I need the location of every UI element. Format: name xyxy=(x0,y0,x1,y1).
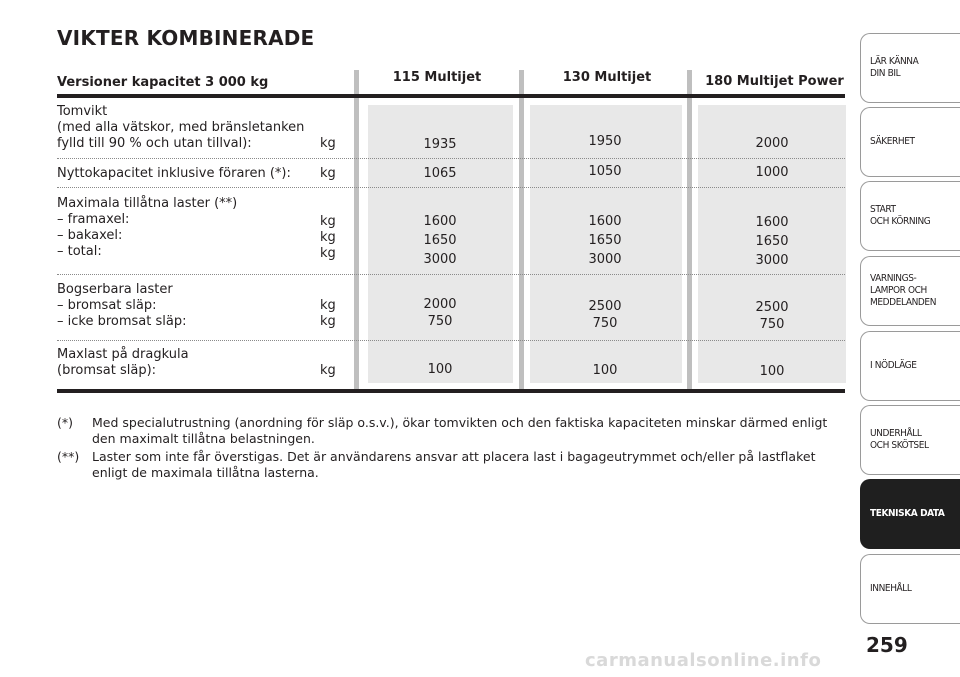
unit-label: kg xyxy=(320,136,336,151)
row-label-nyttokapacitet: Nyttokapacitet inklusive föraren (*): xyxy=(57,166,291,181)
column-header-180: 180 Multijet Power xyxy=(705,74,844,89)
table-cell: 1065 xyxy=(423,166,457,181)
sidebar-tab-tekniska-data[interactable]: TEKNISKA DATA xyxy=(860,479,960,549)
table-cell: 1600 1650 3000 xyxy=(755,215,789,268)
row-divider xyxy=(57,340,845,341)
row-divider xyxy=(57,187,845,188)
page-number: 259 xyxy=(866,633,908,657)
row-label-bogserbara-laster: Bogserbara laster – bromsat släp: – icke bromsat släp: xyxy=(57,282,187,329)
sidebar-tab-lar-kanna-din-bil[interactable]: LÄR KÄNNA DIN BIL xyxy=(860,33,960,103)
table-cell: 1600 1650 3000 xyxy=(423,214,457,267)
table-cell: 1935 xyxy=(423,137,457,152)
table-top-rule xyxy=(57,94,845,98)
row-divider xyxy=(57,274,845,275)
table-row-header: Versioner kapacitet 3 000 kg xyxy=(57,75,269,90)
unit-label: kg kg kg xyxy=(320,214,336,261)
footnote-mark: (*) xyxy=(57,415,74,430)
footnote-mark: (**) xyxy=(57,449,80,464)
row-label-maximala-laster: Maximala tillåtna laster (**) – framaxel: – bakaxel: – total: xyxy=(57,196,238,259)
sidebar-tab-underhall-och-skotsel[interactable]: UNDERHÅLL OCH SKÖTSEL xyxy=(860,405,960,475)
unit-label: kg kg xyxy=(320,298,336,329)
column-divider xyxy=(519,70,524,390)
table-cell: 2000 xyxy=(755,136,789,151)
footnote-text: Med specialutrustning (anordning för släp o.s.v.), ökar tomvikten och den faktiska kapaciteten minskar därmed enligt den maximalt tillåtna belastningen. xyxy=(92,415,828,446)
table-bottom-rule xyxy=(57,389,845,393)
table-cell: 100 xyxy=(759,364,785,379)
column-header-130: 130 Multijet xyxy=(562,70,652,85)
table-cell: 2500 750 xyxy=(755,300,789,332)
unit-label: kg xyxy=(320,166,336,181)
footnote xyxy=(57,449,847,481)
page-title: VIKTER KOMBINERADE xyxy=(57,26,315,50)
watermark: carmanualsonline.info xyxy=(585,650,822,671)
column-header-115: 115 Multijet xyxy=(392,70,482,85)
footnote-text: Laster som inte får överstigas. Det är användarens ansvar att placera last i bagageutrymmet och/eller på lastflaket enligt de maximala tillåtna lasterna. xyxy=(92,449,816,480)
table-cell: 2000 750 xyxy=(423,297,457,329)
column-divider xyxy=(354,70,359,390)
sidebar-tab-varningslampor[interactable]: VARNINGS- LAMPOR OCH MEDDELANDEN xyxy=(860,256,960,326)
sidebar-tab-start-och-korning[interactable]: START OCH KÖRNING xyxy=(860,181,960,251)
table-cell: 100 xyxy=(592,363,618,378)
table-cell: 1050 xyxy=(588,164,622,179)
sidebar-tab-sakerhet[interactable]: SÄKERHET xyxy=(860,107,960,177)
table-cell: 2500 750 xyxy=(588,299,622,331)
sidebar-tab-innehall[interactable]: INNEHÅLL xyxy=(860,554,960,624)
table-cell: 1000 xyxy=(755,165,789,180)
footnote xyxy=(57,415,847,447)
sidebar-tab-i-nodlage[interactable]: I NÖDLÄGE xyxy=(860,331,960,401)
column-divider xyxy=(687,70,692,390)
table-cell: 1600 1650 3000 xyxy=(588,214,622,267)
row-divider xyxy=(57,158,845,159)
unit-label: kg xyxy=(320,363,336,378)
table-cell: 100 xyxy=(427,362,453,377)
row-label-maxlast-dragkula: Maxlast på dragkula (bromsat släp): xyxy=(57,347,189,378)
table-cell: 1950 xyxy=(588,134,622,149)
row-label-tomvikt: Tomvikt (med alla vätskor, med bränsletanken fylld till 90 % och utan tillval): xyxy=(57,104,305,151)
